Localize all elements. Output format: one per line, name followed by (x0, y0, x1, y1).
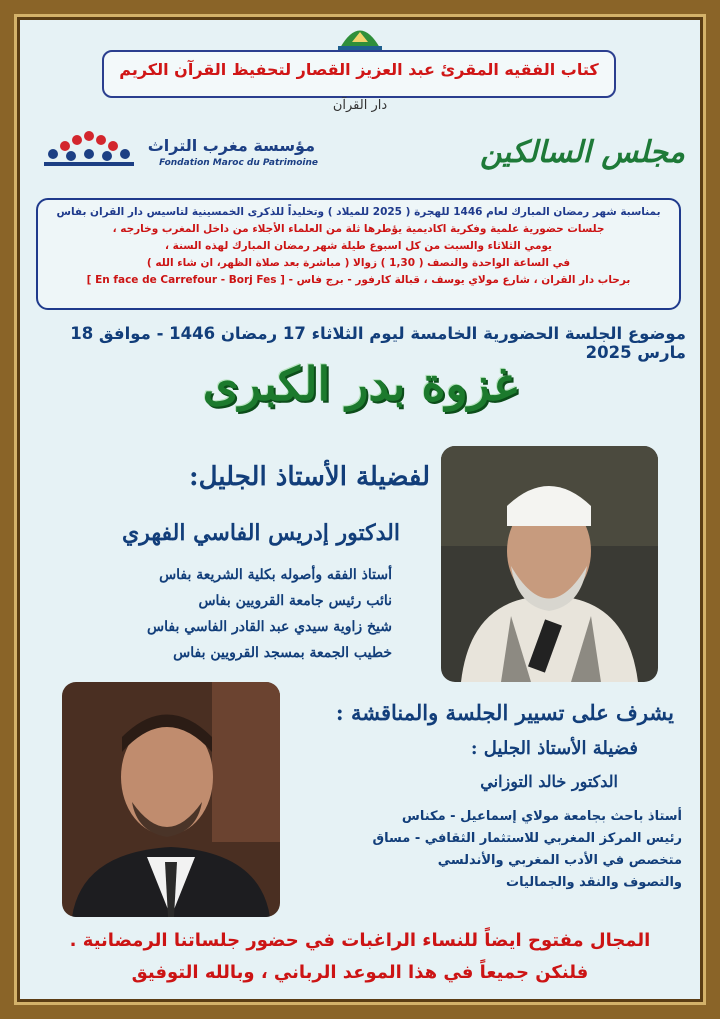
main-title: غزوة بدر الكبرى (202, 357, 518, 411)
speaker-honorific: لفضيلة الأستاذ الجليل: (189, 462, 430, 492)
info-line-2: جلسات حضورية علمية وفكرية اكاديمية يؤطرها ثلة من العلماء الأجلاء من داخل المغرب وخارجه ، (112, 223, 605, 235)
header-subtitle: دار القرآن (332, 98, 388, 113)
speaker-role: شيخ زاوية سيدي عبد القادر الفاسي بفاس (147, 619, 392, 635)
moderator-role: أستاذ باحث بجامعة مولاي إسماعيل - مكناس (401, 809, 682, 824)
moderator-roles (290, 806, 682, 894)
speaker-role: أستاذ الفقه وأصوله بكلية الشريعة بفاس (159, 567, 392, 583)
moderator-role: والتصوف والنقد والجماليات (506, 875, 682, 890)
speaker-name: الدكتور إدريس الفاسي الفهري (121, 520, 400, 546)
speaker-photo (441, 446, 658, 682)
info-line-1: بمناسبة شهر رمضان المبارك لعام 1446 للهجرة ( 2025 للميلاد ) وتخليداً للذكرى الخمسينية لتاسيس دار القران بفاس (56, 206, 661, 218)
foundation-logo (38, 124, 140, 170)
speaker-role: نائب رئيس جامعة القرويين بفاس (198, 593, 392, 609)
header-box (102, 50, 616, 98)
info-box (36, 198, 681, 310)
info-line-3: يومي الثلاثاء والسبت من كل اسبوع طيلة شهر رمضان المبارك لهذه السنة ، (164, 240, 553, 252)
speaker-roles (70, 562, 392, 666)
moderator-intro: يشرف على تسيير الجلسة والمناقشة : (335, 700, 674, 725)
footer-line-1: المجال مفتوح ايضاً للنساء الراغبات في حضور جلساتنا الرمضانية . (69, 930, 651, 951)
info-line-4: في الساعة الواحدة والنصف ( 1,30 ) زوالا ( مباشرة بعد صلاة الظهر، ان شاء الله ) (146, 257, 571, 269)
header-title: كتاب الفقيه المقرئ عبد العزيز القصار لتحفيظ القرآن الكريم (119, 60, 599, 79)
foundation-name-ar: مؤسسة مغرب التراث (147, 136, 315, 155)
speaker-role: خطيب الجمعة بمسجد القرويين بفاس (173, 645, 392, 661)
moderator-role: رئيس المركز المغربي للاستثمار الثقافي - مساق (372, 831, 682, 846)
moderator-photo (62, 682, 280, 917)
info-line-5: برحاب دار القران ، شارع مولاي يوسف ، قبالة كارفور - برج فاس - [ En face de Carrefour - Borj Fes ] (86, 274, 631, 286)
council-name: مجلس السالكين (479, 135, 685, 170)
foundation-name-fr: Fondation Maroc du Patrimoine (159, 158, 318, 168)
footer-line-2: فلنكن جميعاً في هذا الموعد الرباني ، وبالله التوفيق (131, 962, 589, 983)
moderator-role: متخصص في الأدب المغربي والأندلسي (437, 853, 682, 868)
session-line: موضوع الجلسة الحضورية الخامسة ليوم الثلاثاء 17 رمضان 1446 - موافق 18 مارس 2025 (70, 324, 686, 362)
moderator-name: الدكتور خالد التوزاني (480, 772, 618, 791)
moderator-honorific: فضيلة الأستاذ الجليل : (470, 738, 638, 759)
